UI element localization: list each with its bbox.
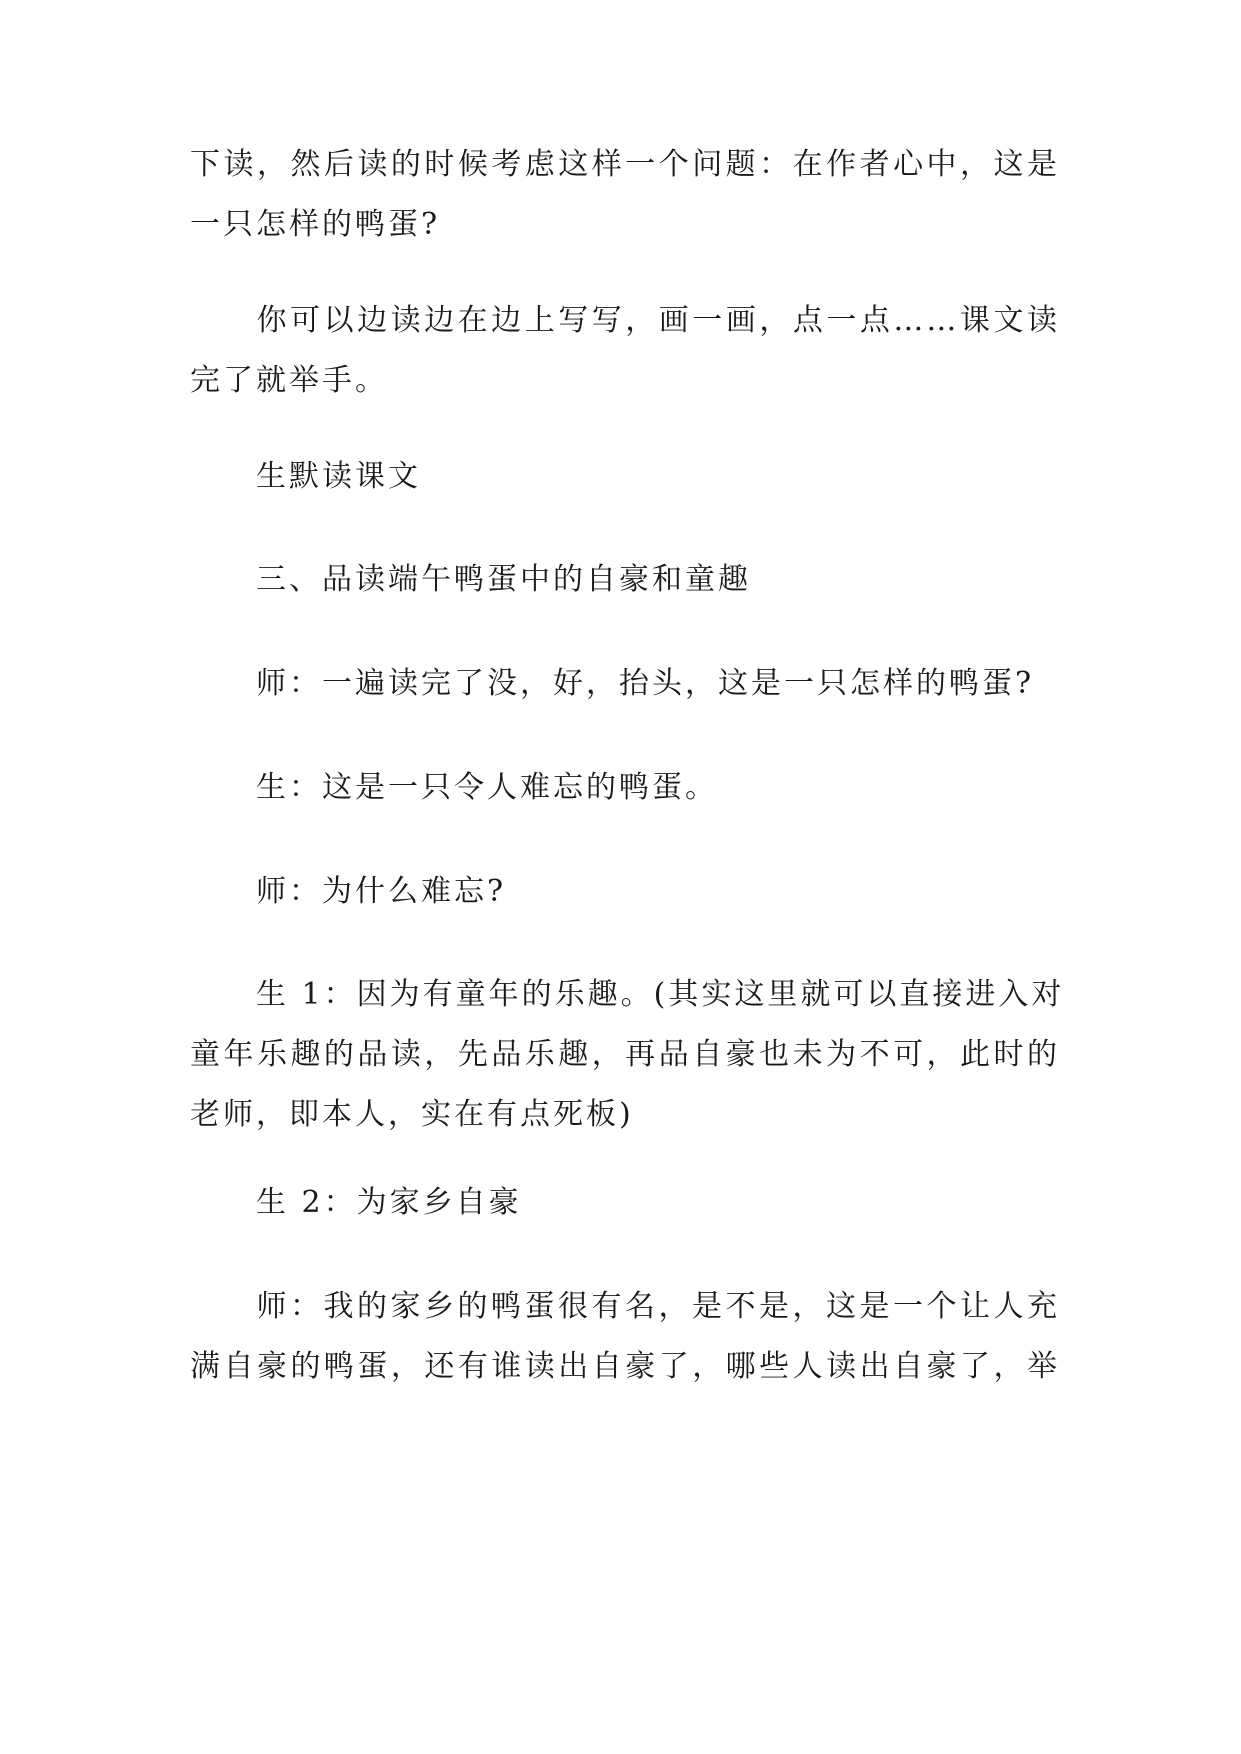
- paragraph-line: 师：一遍读完了没，好，抬头，这是一只怎样的鸭蛋?: [256, 666, 1035, 701]
- paragraph-10: [190, 1277, 1060, 1397]
- paragraph-8: [190, 965, 1065, 1145]
- paragraph-line: 生默读课文: [256, 459, 421, 494]
- paragraph-5: [190, 654, 1060, 714]
- paragraph-line: 童年乐趣的品读，先品乐趣，再品自豪也未为不可，此时的: [190, 1037, 1060, 1072]
- paragraph-7: [190, 862, 1060, 922]
- section-heading: [190, 550, 1060, 610]
- paragraph-2: [190, 291, 1060, 411]
- paragraph-6: [190, 758, 1060, 818]
- paragraph-9: [190, 1173, 1060, 1233]
- paragraph-line: 师：为什么难忘?: [256, 874, 507, 909]
- paragraph-line: 生：这是一只令人难忘的鸭蛋。: [256, 770, 718, 805]
- paragraph-line: 一只怎样的鸭蛋?: [190, 207, 441, 242]
- paragraph-line: 师：我的家乡的鸭蛋很有名，是不是，这是一个让人充: [256, 1289, 1060, 1324]
- paragraph-line: 生 2：为家乡自豪: [256, 1185, 522, 1220]
- paragraph-line: 三、品读端午鸭蛋中的自豪和童趣: [256, 562, 751, 597]
- paragraph-line: 满自豪的鸭蛋，还有谁读出自豪了，哪些人读出自豪了，举: [190, 1349, 1060, 1384]
- paragraph-line: 下读，然后读的时候考虑这样一个问题：在作者心中，这是: [190, 147, 1060, 182]
- paragraph-line: 完了就举手。: [190, 363, 388, 398]
- paragraph-line: 老师，即本人，实在有点死板): [190, 1097, 634, 1132]
- paragraph-line: 你可以边读边在边上写写，画一画，点一点……课文读: [256, 303, 1060, 338]
- paragraph-line: 生 1：因为有童年的乐趣。(其实这里就可以直接进入对: [256, 977, 1065, 1012]
- paragraph-3: [190, 447, 1060, 507]
- paragraph-1: [190, 135, 1060, 255]
